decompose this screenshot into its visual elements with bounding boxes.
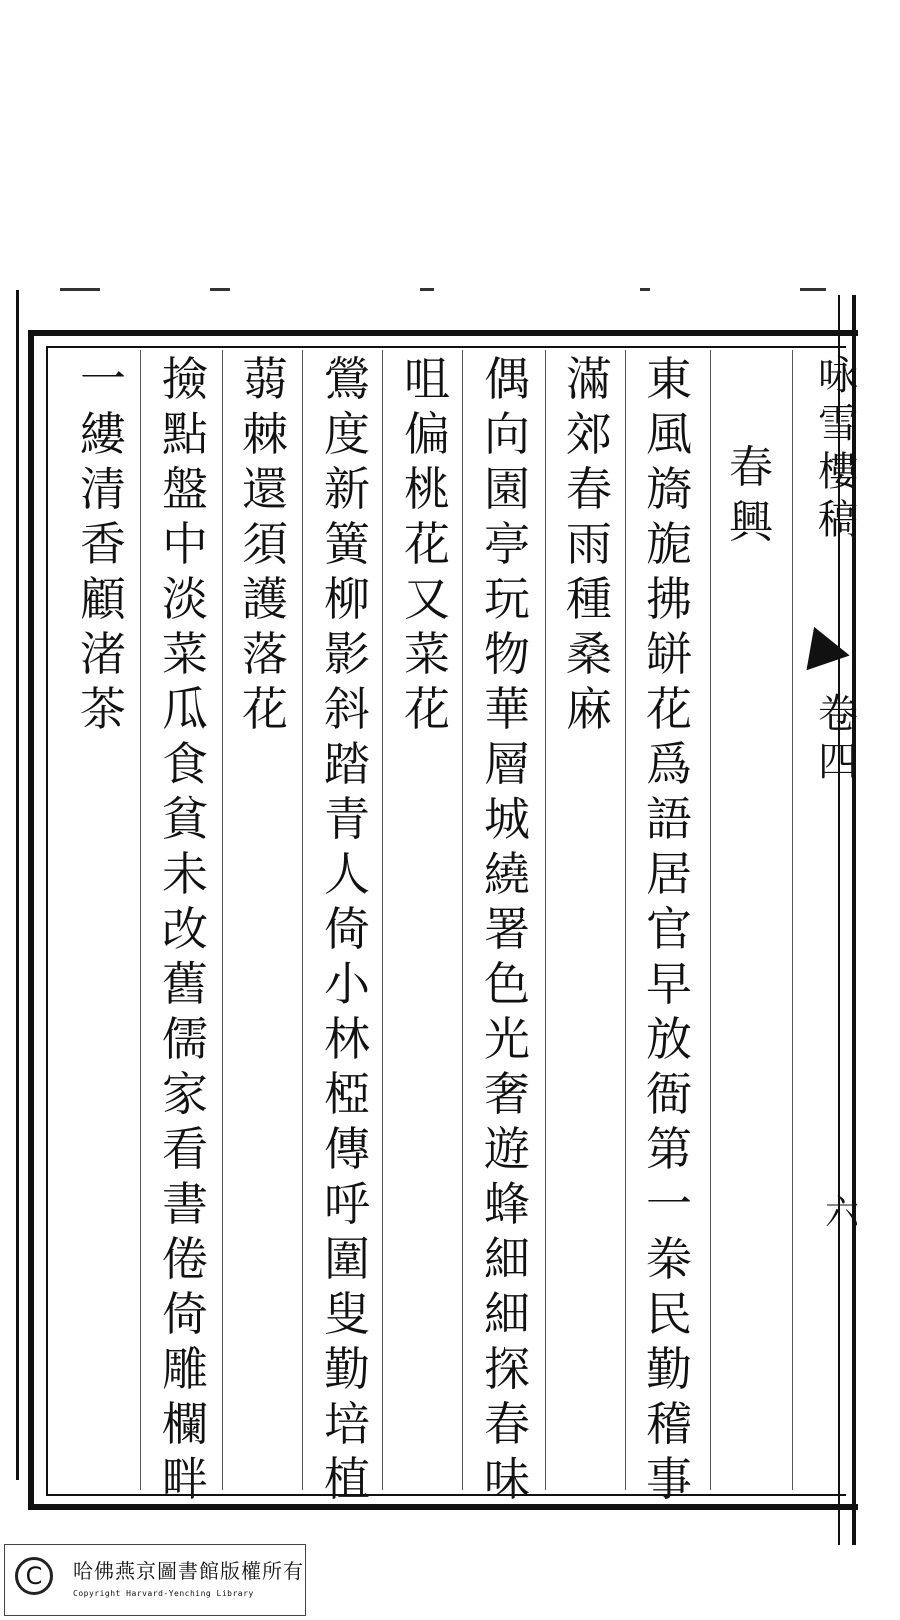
- char: 滿: [566, 352, 612, 406]
- char: 簧: [324, 517, 370, 571]
- char: 風: [646, 407, 692, 461]
- char: 斜: [324, 682, 370, 736]
- char: 樓: [818, 449, 858, 495]
- char: 園: [484, 462, 530, 516]
- char: 放: [646, 1012, 692, 1066]
- char: 勤: [324, 1342, 370, 1396]
- ink-speck: [640, 288, 650, 291]
- column-rule: [710, 350, 711, 1490]
- char: 探: [484, 1342, 530, 1396]
- char: 語: [646, 792, 692, 846]
- char: 桑: [566, 627, 612, 681]
- char: 爲: [646, 737, 692, 791]
- char: 鶯: [324, 352, 370, 406]
- copyright-text-en: Copyright Harvard-Yenching Library: [73, 1589, 254, 1598]
- char: 種: [566, 572, 612, 626]
- char: 春: [566, 462, 612, 516]
- char: 勤: [646, 1342, 692, 1396]
- char: 署: [484, 902, 530, 956]
- column-rule: [382, 350, 383, 1490]
- char: 民: [646, 1287, 692, 1341]
- char: 培: [324, 1397, 370, 1451]
- char: 物: [484, 627, 530, 681]
- char: 菜: [404, 627, 450, 681]
- char: 一: [80, 352, 126, 406]
- char: 新: [324, 462, 370, 516]
- char: 青: [324, 792, 370, 846]
- char: 清: [80, 462, 126, 516]
- text-column: [236, 352, 294, 737]
- char: 叟: [324, 1287, 370, 1341]
- ink-speck: [420, 288, 434, 291]
- char: 偶: [484, 352, 530, 406]
- char: 旎: [646, 517, 692, 571]
- copyright-text-cn: 哈佛燕京圖書館版權所有: [73, 1559, 304, 1583]
- char: 落: [242, 627, 288, 681]
- char: 未: [162, 847, 208, 901]
- char: 早: [646, 957, 692, 1011]
- char: 雪: [818, 401, 858, 447]
- char: 缾: [646, 627, 692, 681]
- char: 城: [484, 792, 530, 846]
- char: 盤: [162, 462, 208, 516]
- char: 踏: [324, 737, 370, 791]
- char: 層: [484, 737, 530, 791]
- char: 一: [646, 1177, 692, 1231]
- char: 蒻: [242, 352, 288, 406]
- ink-speck: [60, 288, 100, 291]
- char: 咏: [818, 353, 858, 399]
- char: 還: [242, 462, 288, 516]
- char: 桊: [646, 1232, 692, 1286]
- column-rule: [140, 350, 141, 1490]
- char: 蜂: [484, 1177, 530, 1231]
- char: 東: [646, 352, 692, 406]
- char: 中: [162, 517, 208, 571]
- char: 居: [646, 847, 692, 901]
- fish-tail-mark: [806, 627, 853, 677]
- char: 畔: [162, 1452, 208, 1506]
- char: 花: [404, 517, 450, 571]
- char: 稽: [646, 1397, 692, 1451]
- column-rule: [302, 350, 303, 1490]
- char: 第: [646, 1122, 692, 1176]
- char: 遊: [484, 1122, 530, 1176]
- char: 倚: [162, 1287, 208, 1341]
- char: 須: [242, 517, 288, 571]
- char: 興: [729, 497, 773, 548]
- ink-speck: [800, 288, 826, 291]
- copyright-icon: C: [15, 1557, 53, 1595]
- char: 瓜: [162, 682, 208, 736]
- char: 林: [324, 1012, 370, 1066]
- char: 椏: [324, 1067, 370, 1121]
- char: 香: [80, 517, 126, 571]
- char: 事: [646, 1452, 692, 1506]
- char: 拂: [646, 572, 692, 626]
- char: 卷: [818, 691, 858, 737]
- char: 春: [729, 442, 773, 493]
- char: 縷: [80, 407, 126, 461]
- text-column: [560, 352, 618, 737]
- column-rule: [462, 350, 463, 1490]
- column-rule: [792, 350, 793, 1490]
- char: 玩: [484, 572, 530, 626]
- char: 四: [818, 739, 858, 785]
- char: 麻: [566, 682, 612, 736]
- char: 衙: [646, 1067, 692, 1121]
- char: 奢: [484, 1067, 530, 1121]
- char: 影: [324, 627, 370, 681]
- text-column: [478, 352, 536, 1507]
- char: 細: [484, 1287, 530, 1341]
- char: 細: [484, 1232, 530, 1286]
- text-column: [74, 352, 132, 737]
- char: 桃: [404, 462, 450, 516]
- char: 茶: [80, 682, 126, 736]
- page-edge-rule: [16, 290, 19, 1480]
- text-column: [318, 352, 376, 1507]
- char: 繞: [484, 847, 530, 901]
- char: 味: [484, 1452, 530, 1506]
- char: 食: [162, 737, 208, 791]
- char: 人: [324, 847, 370, 901]
- char: 棘: [242, 407, 288, 461]
- char: 貧: [162, 792, 208, 846]
- char: 護: [242, 572, 288, 626]
- char: 春: [484, 1397, 530, 1451]
- margin-title: [818, 352, 858, 544]
- char: 舊: [162, 957, 208, 1011]
- char: 書: [162, 1177, 208, 1231]
- char: 稿: [818, 497, 858, 543]
- char: 改: [162, 902, 208, 956]
- char: 看: [162, 1122, 208, 1176]
- char: 倦: [162, 1232, 208, 1286]
- margin-juan: [818, 690, 858, 786]
- char: 淡: [162, 572, 208, 626]
- text-column: [156, 352, 214, 1507]
- char: 撿: [162, 352, 208, 406]
- char: 雨: [566, 517, 612, 571]
- char: 亭: [484, 517, 530, 571]
- char: 華: [484, 682, 530, 736]
- char: 呼: [324, 1177, 370, 1231]
- char: 小: [324, 957, 370, 1011]
- text-column: [640, 352, 698, 1507]
- char: 官: [646, 902, 692, 956]
- char: 花: [242, 682, 288, 736]
- column-rule: [625, 350, 626, 1490]
- char: 又: [404, 572, 450, 626]
- char: 偏: [404, 407, 450, 461]
- char: 柳: [324, 572, 370, 626]
- leaf-number: 六: [825, 1193, 859, 1233]
- char: 渚: [80, 627, 126, 681]
- char: 家: [162, 1067, 208, 1121]
- char: 郊: [566, 407, 612, 461]
- char: 點: [162, 407, 208, 461]
- char: 菜: [162, 627, 208, 681]
- char: 度: [324, 407, 370, 461]
- char: 圍: [324, 1232, 370, 1286]
- char: 花: [404, 682, 450, 736]
- column-rule: [545, 350, 546, 1490]
- text-column: [398, 352, 456, 737]
- char: 顧: [80, 572, 126, 626]
- poem-title: [722, 440, 780, 550]
- ink-speck: [210, 288, 230, 291]
- char: 色: [484, 957, 530, 1011]
- char: 花: [646, 682, 692, 736]
- char: 咀: [404, 352, 450, 406]
- char: 欄: [162, 1397, 208, 1451]
- column-rule: [222, 350, 223, 1490]
- char: 植: [324, 1452, 370, 1506]
- char: 傳: [324, 1122, 370, 1176]
- char: 雕: [162, 1342, 208, 1396]
- copyright-stamp: [4, 1544, 306, 1616]
- char: 旖: [646, 462, 692, 516]
- char: 儒: [162, 1012, 208, 1066]
- char: 向: [484, 407, 530, 461]
- char: 倚: [324, 902, 370, 956]
- char: 光: [484, 1012, 530, 1066]
